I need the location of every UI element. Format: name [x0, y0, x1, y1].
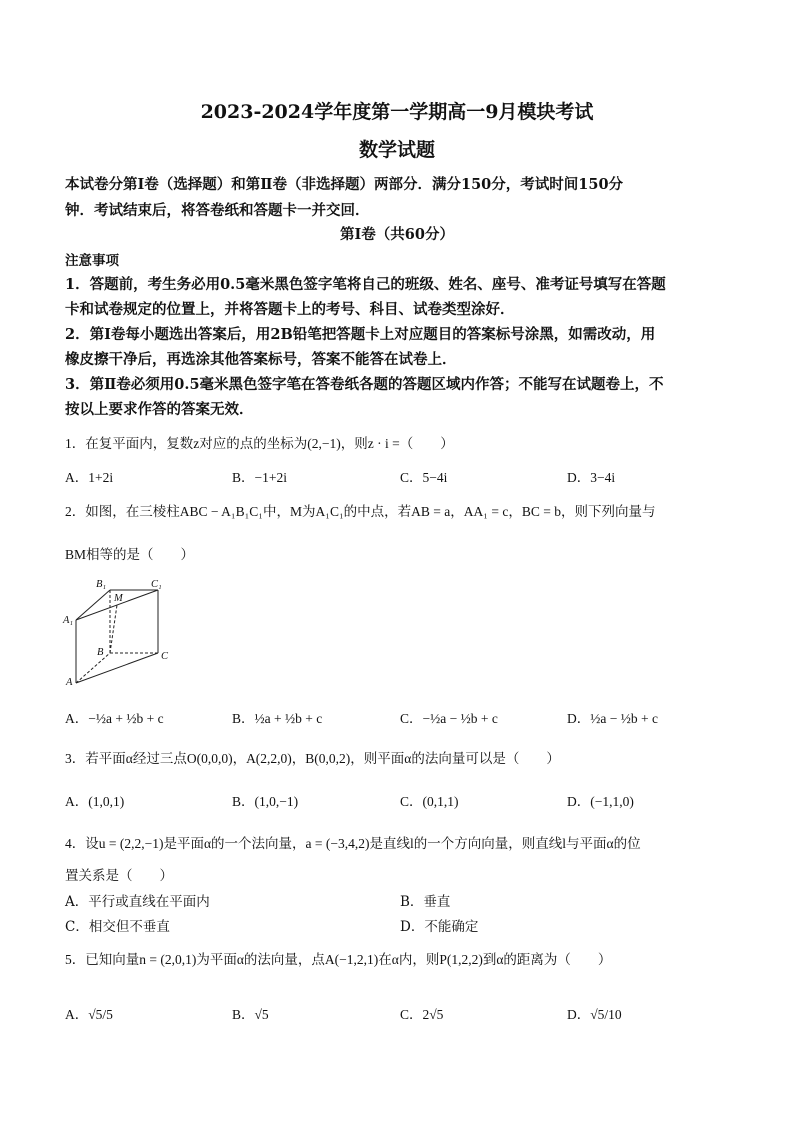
question-4-option-a: A．平行或直线在平面内: [65, 894, 210, 910]
question-2-option-a: A．−½a + ½b + c: [65, 711, 164, 726]
figure-label: A: [66, 677, 73, 688]
question-4-option-c: C．相交但不垂直: [65, 919, 170, 935]
question-5-option-b: B．√5: [232, 1007, 269, 1022]
question-3-option-c: C．(0,1,1): [400, 794, 459, 809]
figure-label: M: [114, 593, 123, 604]
question-5-option-d: D．√5/10: [567, 1007, 622, 1022]
intro-line-2: 钟．考试结束后，将答卷纸和答题卡一并交回．: [65, 202, 370, 219]
notes-line: 按以上要求作答的答案无效．: [65, 401, 254, 418]
prism-figure: [62, 573, 177, 688]
question-2-option-d: D．½a − ½b + c: [567, 711, 658, 726]
question-2-option-b: B．½a + ½b + c: [232, 711, 323, 726]
question-3-option-d: D．(−1,1,0): [567, 794, 634, 809]
notes-line: 3．第Ⅱ卷必须用0.5毫米黑色签字笔在答卷纸各题的答题区域内作答；不能写在试题卷上，不: [65, 376, 664, 393]
notes-line: 卡和试卷规定的位置上，并将答题卡上的考号、科目、试卷类型涂好．: [65, 301, 515, 318]
edge-a1-b1: [76, 590, 110, 620]
question-3-stem: 3．若平面α经过三点O(0,0,0)，A(2,2,0)，B(0,0,2)，则平面α的法向量可以是（ ）: [65, 751, 560, 766]
figure-label: A₁: [63, 615, 74, 626]
question-4-stem-line-2: 置关系是（ ）: [65, 868, 173, 883]
exam-subtitle: 数学试题: [358, 139, 435, 161]
figure-label: C: [161, 651, 169, 662]
question-3-option-a: A．(1,0,1): [65, 794, 125, 809]
figure-label: B₁: [96, 579, 107, 590]
question-5-stem: 5．已知向量n = (2,0,1)为平面α的法向量，点A(−1,2,1)在α内，则P(1,2,2)到α的距离为（ ）: [65, 952, 612, 967]
question-1-stem: 1．在复平面内，复数z对应的点的坐标为(2,−1)，则z · i =（ ）: [65, 436, 454, 451]
question-1-option-d: D．3−4i: [567, 470, 616, 485]
edge-a-b: [76, 653, 110, 683]
notes-line: 1．答题前，考生务必用0.5毫米黑色签字笔将自己的班级、姓名、座号、准考证号填写在答题: [65, 276, 666, 293]
question-4-option-d: D．不能确定: [400, 919, 479, 935]
notes-line: 2．第Ⅰ卷每小题选出答案后，用2B铅笔把答题卡上对应题目的答案标号涂黑，如需改动，用: [65, 326, 656, 343]
intro-line-1: 本试卷分第Ⅰ卷（选择题）和第Ⅱ卷（非选择题）两部分．满分150分，考试时间150分: [65, 176, 624, 193]
figure-label: B: [97, 647, 104, 658]
notes-heading: 注意事项: [65, 253, 119, 269]
exam-title: 2023-2024学年度第一学期高一9月模块考试: [200, 101, 594, 123]
figure-label: C₁: [151, 579, 162, 590]
question-3-option-b: B．(1,0,−1): [232, 794, 299, 809]
question-4-option-b: B．垂直: [400, 894, 451, 910]
question-5-option-a: A．√5/5: [65, 1007, 113, 1022]
question-2-stem-line-1: 2．如图，在三棱柱ABC − A₁B₁C₁中，M为A₁C₁的中点，若AB = a，AA₁ = c，BC = b，则下列向量与: [65, 504, 656, 519]
edge-a-c: [76, 653, 158, 683]
question-5-option-c: C．2√5: [400, 1007, 444, 1022]
question-4-stem-line-1: 4．设u = (2,2,−1)是平面α的一个法向量，a = (−3,4,2)是直线l的一个方向向量，则直线l与平面α的位: [65, 836, 641, 851]
segment-b-m: [110, 605, 117, 653]
question-1-option-b: B．−1+2i: [232, 470, 287, 485]
section-title: 第Ⅰ卷（共60分）: [340, 226, 454, 243]
question-2-option-c: C．−½a − ½b + c: [400, 711, 498, 726]
question-2-stem-line-2: BM相等的是（ ）: [65, 547, 195, 562]
question-1-option-c: C．5−4i: [400, 470, 448, 485]
notes-line: 橡皮擦干净后，再选涂其他答案标号，答案不能答在试卷上．: [65, 351, 457, 368]
question-1-option-a: A．1+2i: [65, 470, 114, 485]
